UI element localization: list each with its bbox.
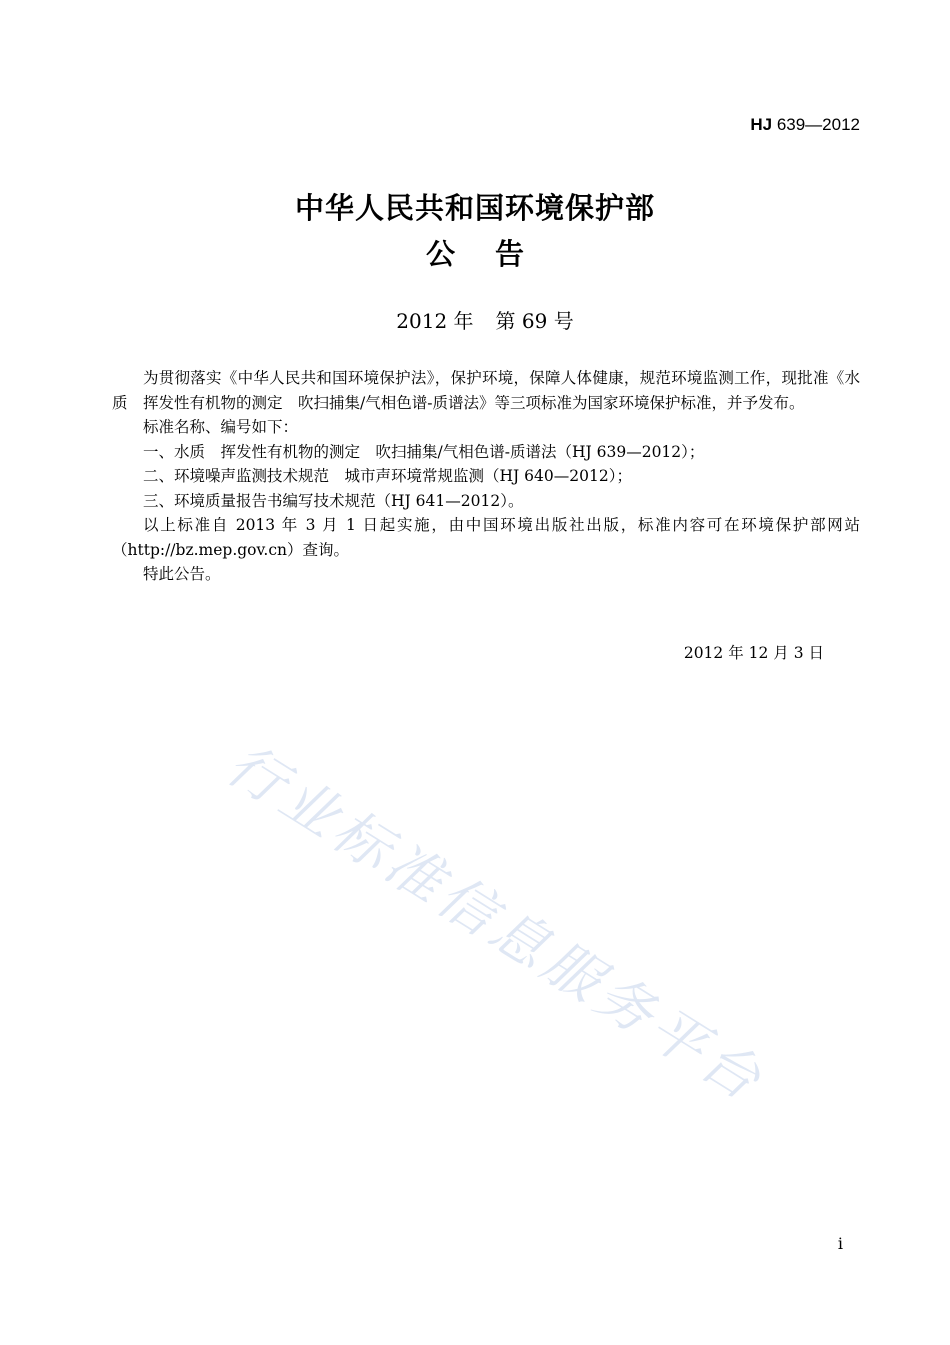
watermark: 行业标准信息服务平台 xyxy=(215,731,776,1116)
paragraph-implementation: 以上标准自 2013 年 3 月 1 日起实施，由中国环境出版社出版，标准内容可在环境保护部网站（http://bz.mep.gov.cn）查询。 xyxy=(112,516,860,559)
announcement-body xyxy=(112,366,860,587)
standard-list-item: 三、环境质量报告书编写技术规范（HJ 641—2012）。 xyxy=(143,491,524,510)
subtitle-char-1: 公 xyxy=(425,237,455,271)
issue-number: 第 69 号 xyxy=(495,309,574,333)
subtitle-char-2: 告 xyxy=(495,237,525,271)
paragraph-closing: 特此公告。 xyxy=(143,565,221,583)
announcement-date: 2012 年 12 月 3 日 xyxy=(683,644,824,662)
standard-list-item: 二、环境噪声监测技术规范 城市声环境常规监测（HJ 640—2012）； xyxy=(143,467,632,485)
page-number: i xyxy=(837,1234,843,1253)
standard-list-item: 一、水质 挥发性有机物的测定 吹扫捕集/气相色谱-质谱法（HJ 639—2012）； xyxy=(143,442,705,461)
paragraph-intro: 为贯彻落实《中华人民共和国环境保护法》，保护环境，保障人体健康，规范环境监测工作，现批准《水质 挥发性有机物的测定 吹扫捕集/气相色谱-质谱法》等三项标准为国家环境保护标准，并予发布。 xyxy=(112,369,860,412)
standard-code-number: 639—2012 xyxy=(772,115,860,134)
issue-line xyxy=(0,305,950,334)
page-subtitle xyxy=(0,232,950,273)
standard-code xyxy=(750,115,860,135)
issue-year: 2012 年 xyxy=(396,309,474,333)
standard-code-prefix: HJ xyxy=(750,115,773,134)
page-title: 中华人民共和国环境保护部 xyxy=(294,191,655,225)
paragraph-list-heading: 标准名称、编号如下： xyxy=(143,418,299,436)
